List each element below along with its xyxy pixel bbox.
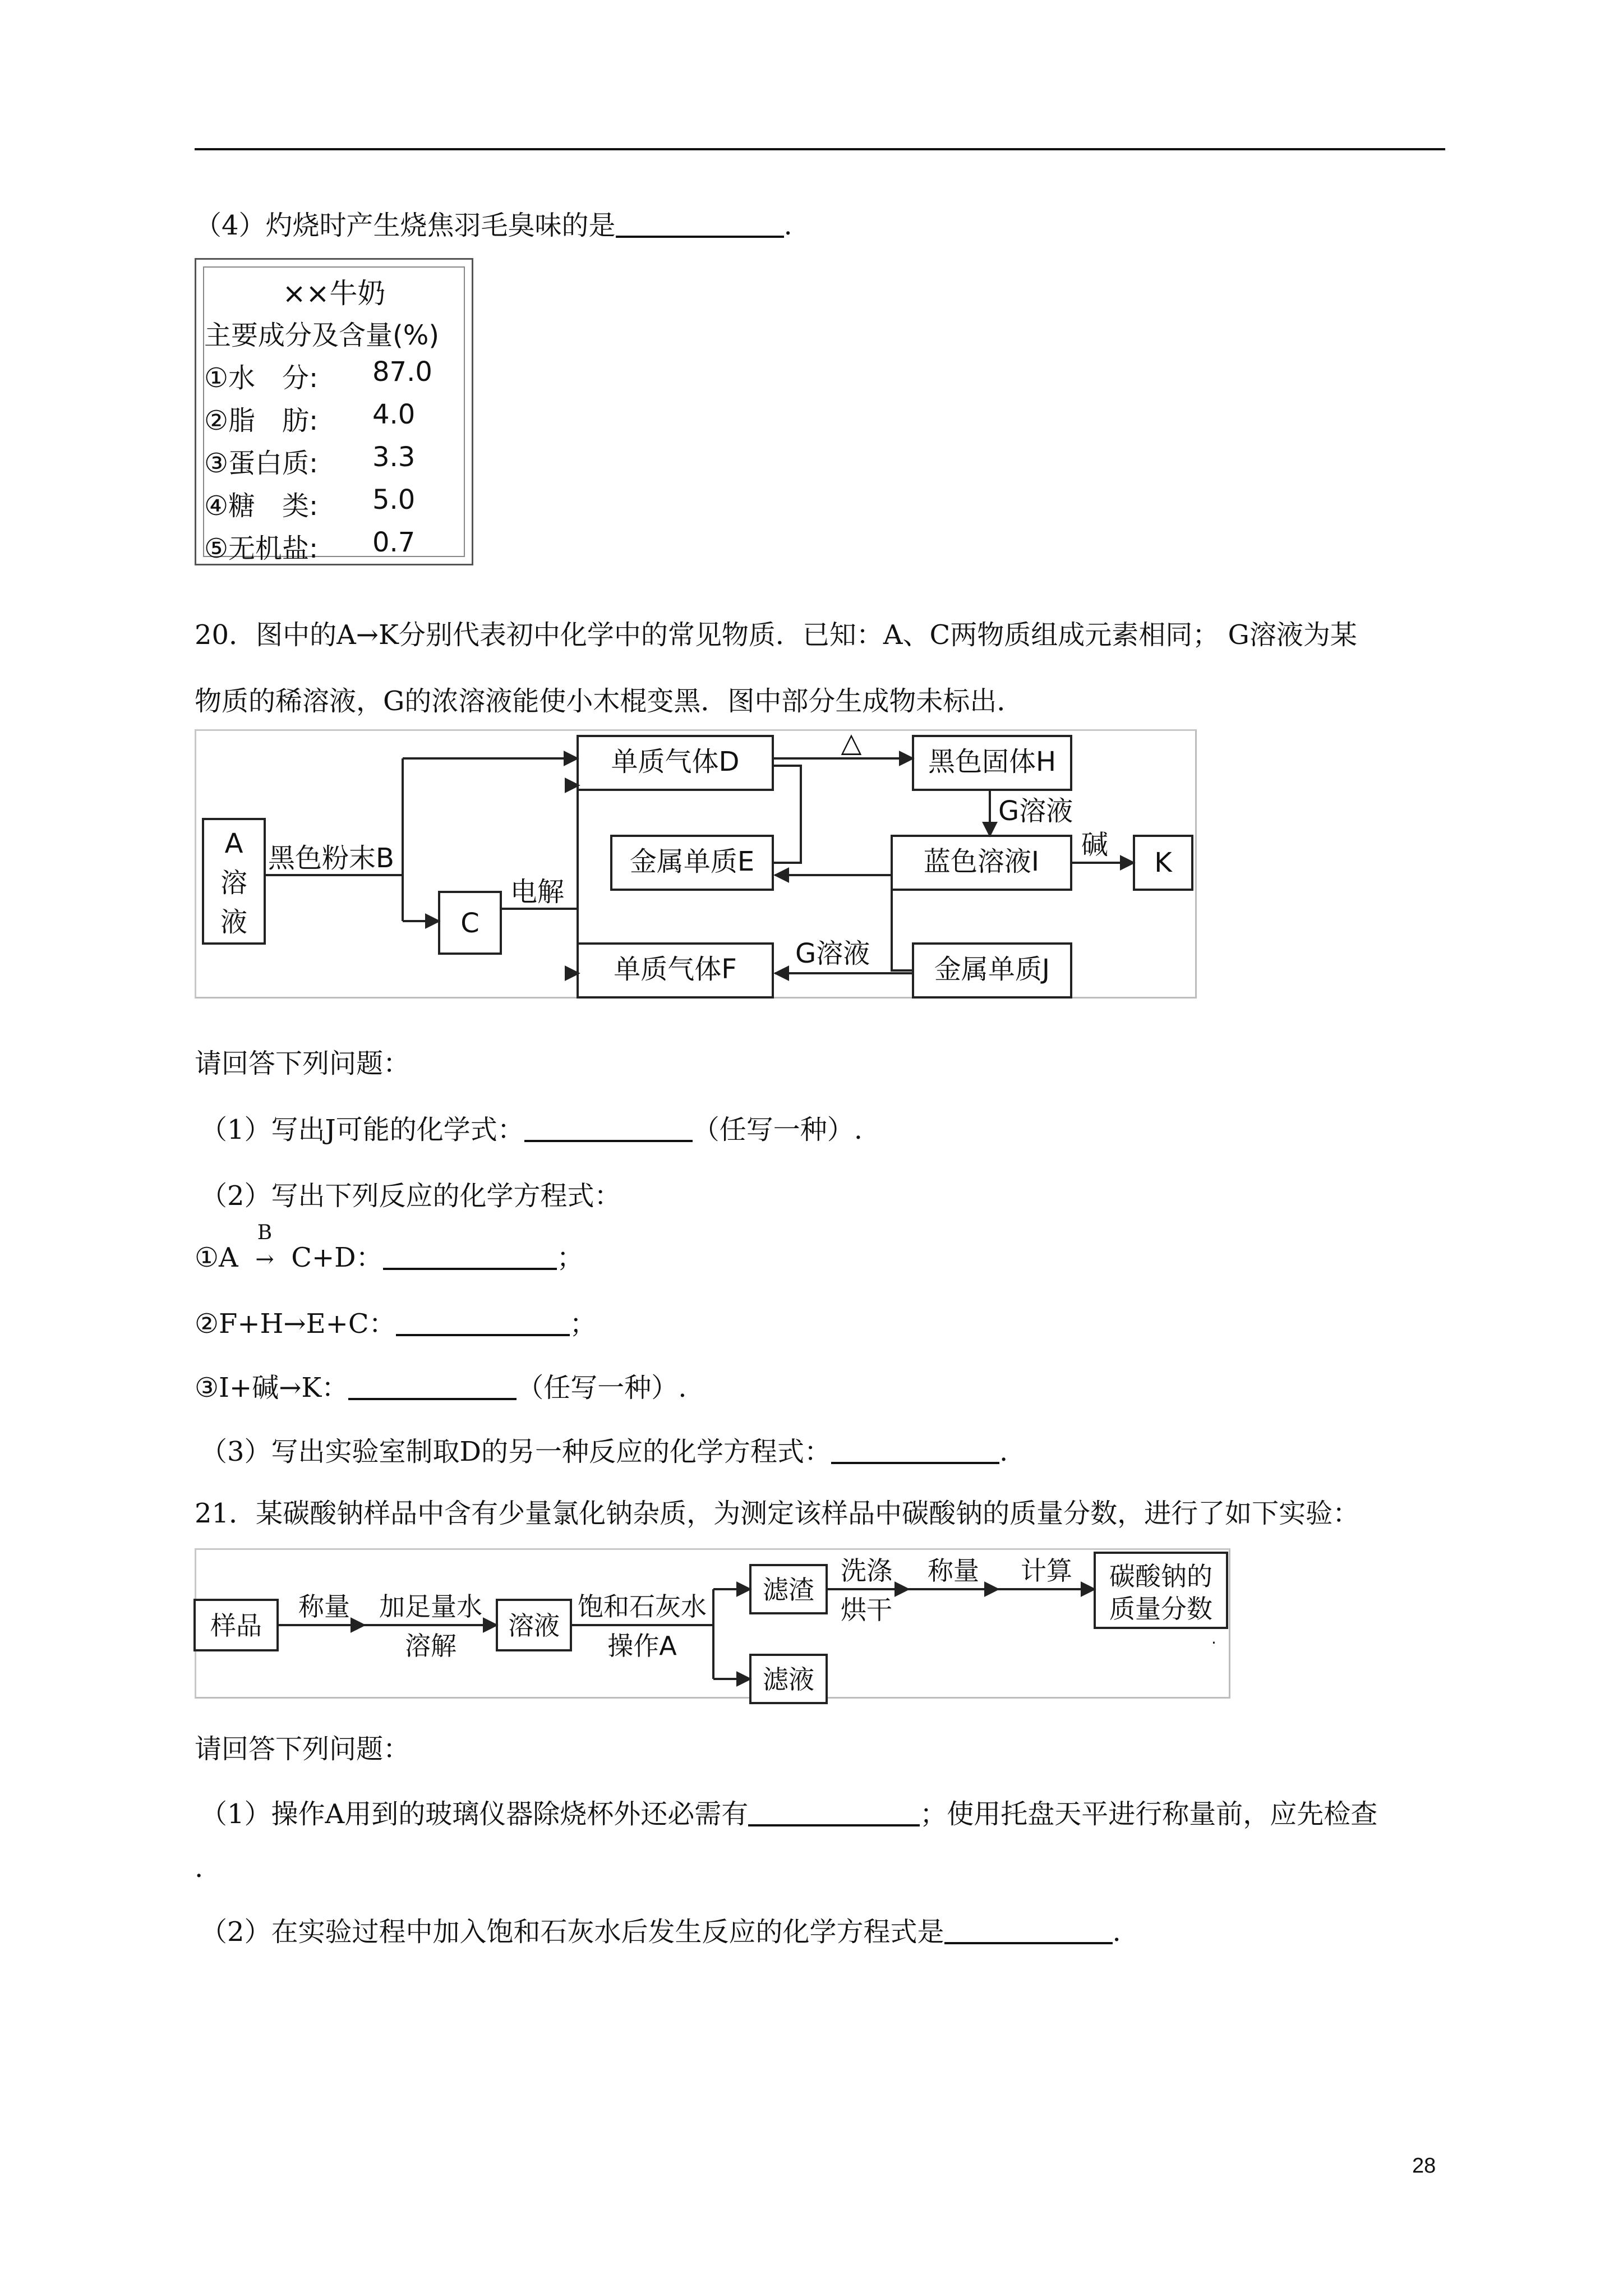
q20-q2-line: （2）写出下列反应的化学方程式： [200, 1180, 621, 1212]
label-G-to-F: G溶液 [795, 938, 870, 969]
label-dot: . [1211, 1629, 1216, 1648]
eq1-arrow: B → [255, 1221, 274, 1272]
label-solution: 溶液 [508, 1611, 560, 1641]
label-I: 蓝色溶液I [923, 846, 1040, 877]
label-calc: 计算 [1021, 1556, 1072, 1586]
label-add-water: 加足量水 [379, 1591, 482, 1622]
label-A-2: 溶 [220, 867, 248, 899]
label-electrolysis: 电解 [510, 876, 565, 908]
label-F: 单质气体F [614, 954, 737, 985]
q19-part4-line: （4）灼烧时产生烧焦羽毛臭味的是 . [195, 210, 792, 241]
label-G-to-I: G溶液 [998, 795, 1073, 827]
label-sample: 样品 [210, 1611, 262, 1641]
q21-q2-line: （2）在实验过程中加入饱和石灰水后发生反应的化学方程式是 . [200, 1916, 1121, 1948]
label-operation: 操作A [607, 1631, 677, 1661]
label-dissolve: 溶解 [405, 1631, 457, 1661]
milk-row: ④糖 类: 5.0 [204, 484, 416, 522]
label-wash: 洗涤 [841, 1556, 892, 1586]
q20-q1-line: （1）写出J可能的化学式： （任写一种）. [200, 1114, 863, 1145]
label-J: 金属单质J [934, 954, 1050, 985]
milk-row: ③蛋白质: 3.3 [204, 441, 416, 479]
label-limewater: 饱和石灰水 [578, 1591, 707, 1622]
milk-row: ①水 分: 87.0 [204, 356, 432, 394]
milk-label-title: ××牛奶 [282, 277, 386, 310]
label-heat: △ [841, 727, 862, 758]
milk-label-subtitle: 主要成分及含量(%) [204, 320, 440, 351]
label-weigh1: 称量 [298, 1591, 350, 1622]
q20-q3-line: （3）写出实验室制取D的另一种反应的化学方程式： . [200, 1436, 1008, 1467]
label-dry: 烘干 [841, 1595, 892, 1625]
label-weigh2: 称量 [928, 1556, 979, 1586]
q21-prompt: 请回答下列问题： [195, 1733, 411, 1765]
label-B: 黑色粉末B [268, 843, 394, 874]
label-result-2: 质量分数 [1109, 1594, 1212, 1624]
q19-part4-text: （4）灼烧时产生烧焦羽毛臭味的是 [195, 210, 616, 241]
page-number: 28 [1412, 2154, 1436, 2178]
q21-stem: 21．某碳酸钠样品中含有少量氯化钠杂质，为测定该样品中碳酸钠的质量分数，进行了如下实验： [195, 1498, 1360, 1529]
label-D: 单质气体D [611, 746, 740, 777]
label-result-1: 碳酸钠的 [1109, 1561, 1212, 1591]
milk-row: ②脂 肪: 4.0 [204, 399, 416, 436]
answer-blank[interactable] [748, 1800, 920, 1826]
q20-eq1-line: ①A B → C+D： ； [195, 1240, 584, 1277]
milk-row: ⑤无机盐: 0.7 [204, 527, 416, 564]
q21-q1-continuation: . [195, 1852, 204, 1884]
label-E: 金属单质E [629, 846, 755, 877]
answer-blank[interactable] [944, 1917, 1113, 1944]
label-A-3: 液 [220, 907, 248, 938]
q20-eq2-line: ②F+H→E+C： ； [195, 1308, 597, 1340]
q20-eq3-line: ③I+碱→K： （任写一种）. [195, 1372, 687, 1404]
q20-stem-line1: 20．图中的A→K分别代表初中化学中的常见物质．已知：A、C两物质组成元素相同； G溶液为某 [195, 619, 1357, 651]
label-C: C [460, 908, 479, 939]
label-A-1: A [224, 828, 243, 859]
label-K: K [1154, 847, 1172, 878]
label-H: 黑色固体H [928, 746, 1057, 777]
label-residue: 滤渣 [763, 1575, 814, 1605]
q21-q1-line: （1）操作A用到的玻璃仪器除烧杯外还必需有 ；使用托盘天平进行称量前，应先检查 [200, 1798, 1378, 1830]
q20-prompt: 请回答下列问题： [195, 1048, 411, 1079]
q20-stem-line2: 物质的稀溶液，G的浓溶液能使小木棍变黑．图中部分生成物未标出． [195, 685, 1024, 717]
label-base: 碱 [1081, 829, 1109, 861]
label-filtrate: 滤液 [763, 1664, 814, 1695]
